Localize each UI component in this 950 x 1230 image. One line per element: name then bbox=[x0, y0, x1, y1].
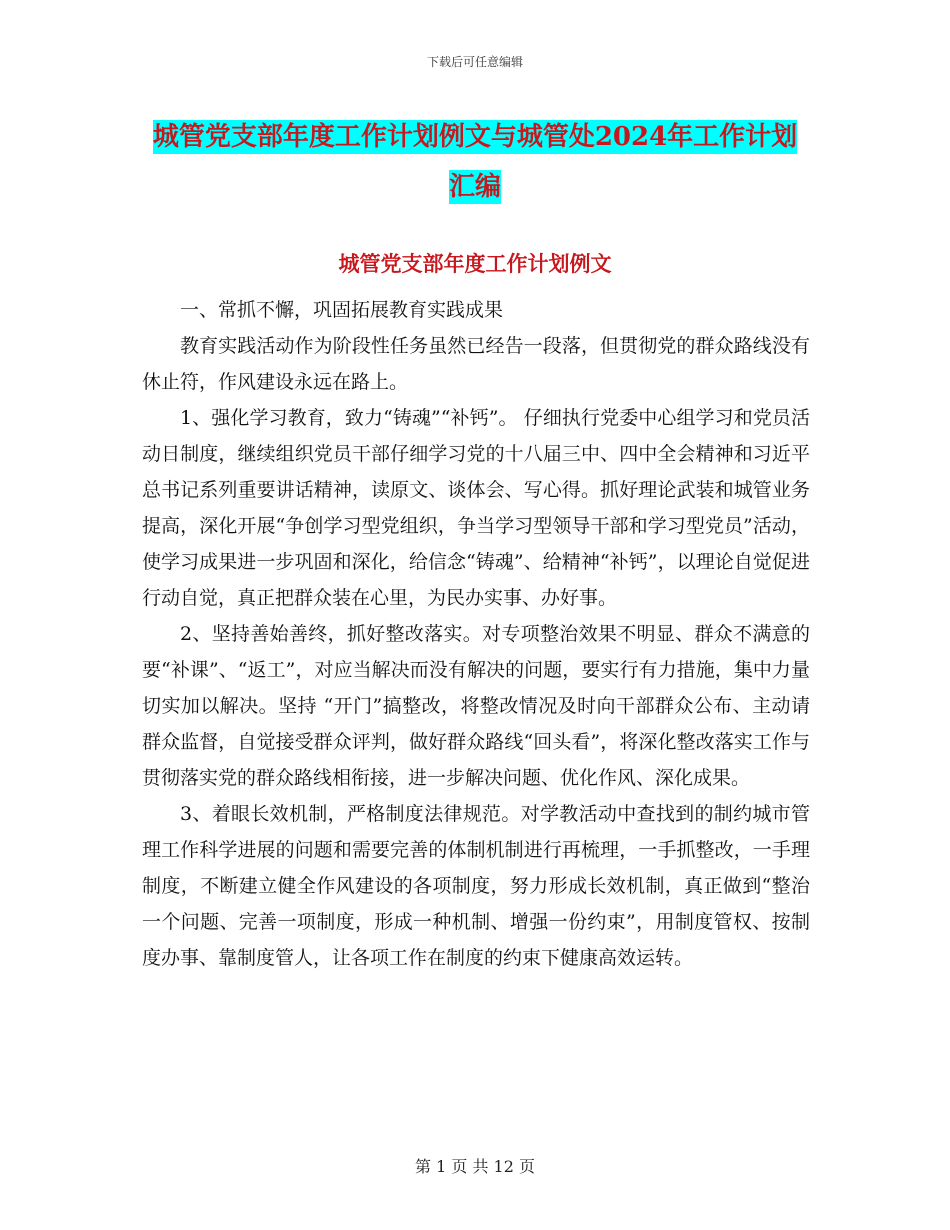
document-body bbox=[142, 292, 810, 976]
paragraph: 教育实践活动作为阶段性任务虽然已经告一段落，但贯彻党的群众路线没有休止符，作风建设永远在路上。 bbox=[142, 335, 810, 393]
paragraph: 一、常抓不懈，巩固拓展教育实践成果 bbox=[180, 299, 504, 321]
document-title-text: 城管党支部年度工作计划例文与城管处2024年工作计划汇编 bbox=[152, 122, 798, 202]
page-number: 第 1 页 共 12 页 bbox=[415, 1157, 535, 1176]
section-title: 城管党支部年度工作计划例文 bbox=[338, 251, 612, 276]
paragraph: 1、强化学习教育，致力“铸魂”“补钙”。 仔细执行党委中心组学习和党员活动日制度，继续组织党员干部仔细学习党的十八届三中、四中全会精神和习近平总书记系列重要讲话精神，读原文、谈体会、写心得。抓好理论武装和城管业务提高，深化开展“争创学习型党组织，争当学习型领导干部和学习型党员”活动，使学习成果进一步巩固和深化，给信念“铸魂”、给精神“补钙”，以理论自觉促进行动自觉，真正把群众装在心里，为民办实事、办好事。 bbox=[142, 407, 810, 609]
document-title bbox=[140, 112, 810, 212]
header-note: 下载后可任意编辑 bbox=[426, 55, 523, 69]
paragraph: 3、着眼长效机制，严格制度法律规范。对学教活动中查找到的制约城市管理工作科学进展的问题和需要完善的体制机制进行再梳理，一手抓整改，一手理制度，不断建立健全作风建设的各项制度，努力形成长效机制，真正做到“整治一个问题、完善一项制度，形成一种机制、增强一份约束”，用制度管权、按制度办事、靠制度管人，让各项工作在制度的约束下健康高效运转。 bbox=[142, 803, 810, 969]
paragraph: 2、坚持善始善终，抓好整改落实。对专项整治效果不明显、群众不满意的要“补课”、“返工”，对应当解决而没有解决的问题，要实行有力措施，集中力量切实加以解决。坚持 “开门”搞整改，将整改情况及时向干部群众公布、主动请群众监督，自觉接受群众评判，做好群众路线“回头看”，将深化整改落实工作与贯彻落实党的群众路线相衔接，进一步解决问题、优化作风、深化成果。 bbox=[142, 623, 810, 789]
